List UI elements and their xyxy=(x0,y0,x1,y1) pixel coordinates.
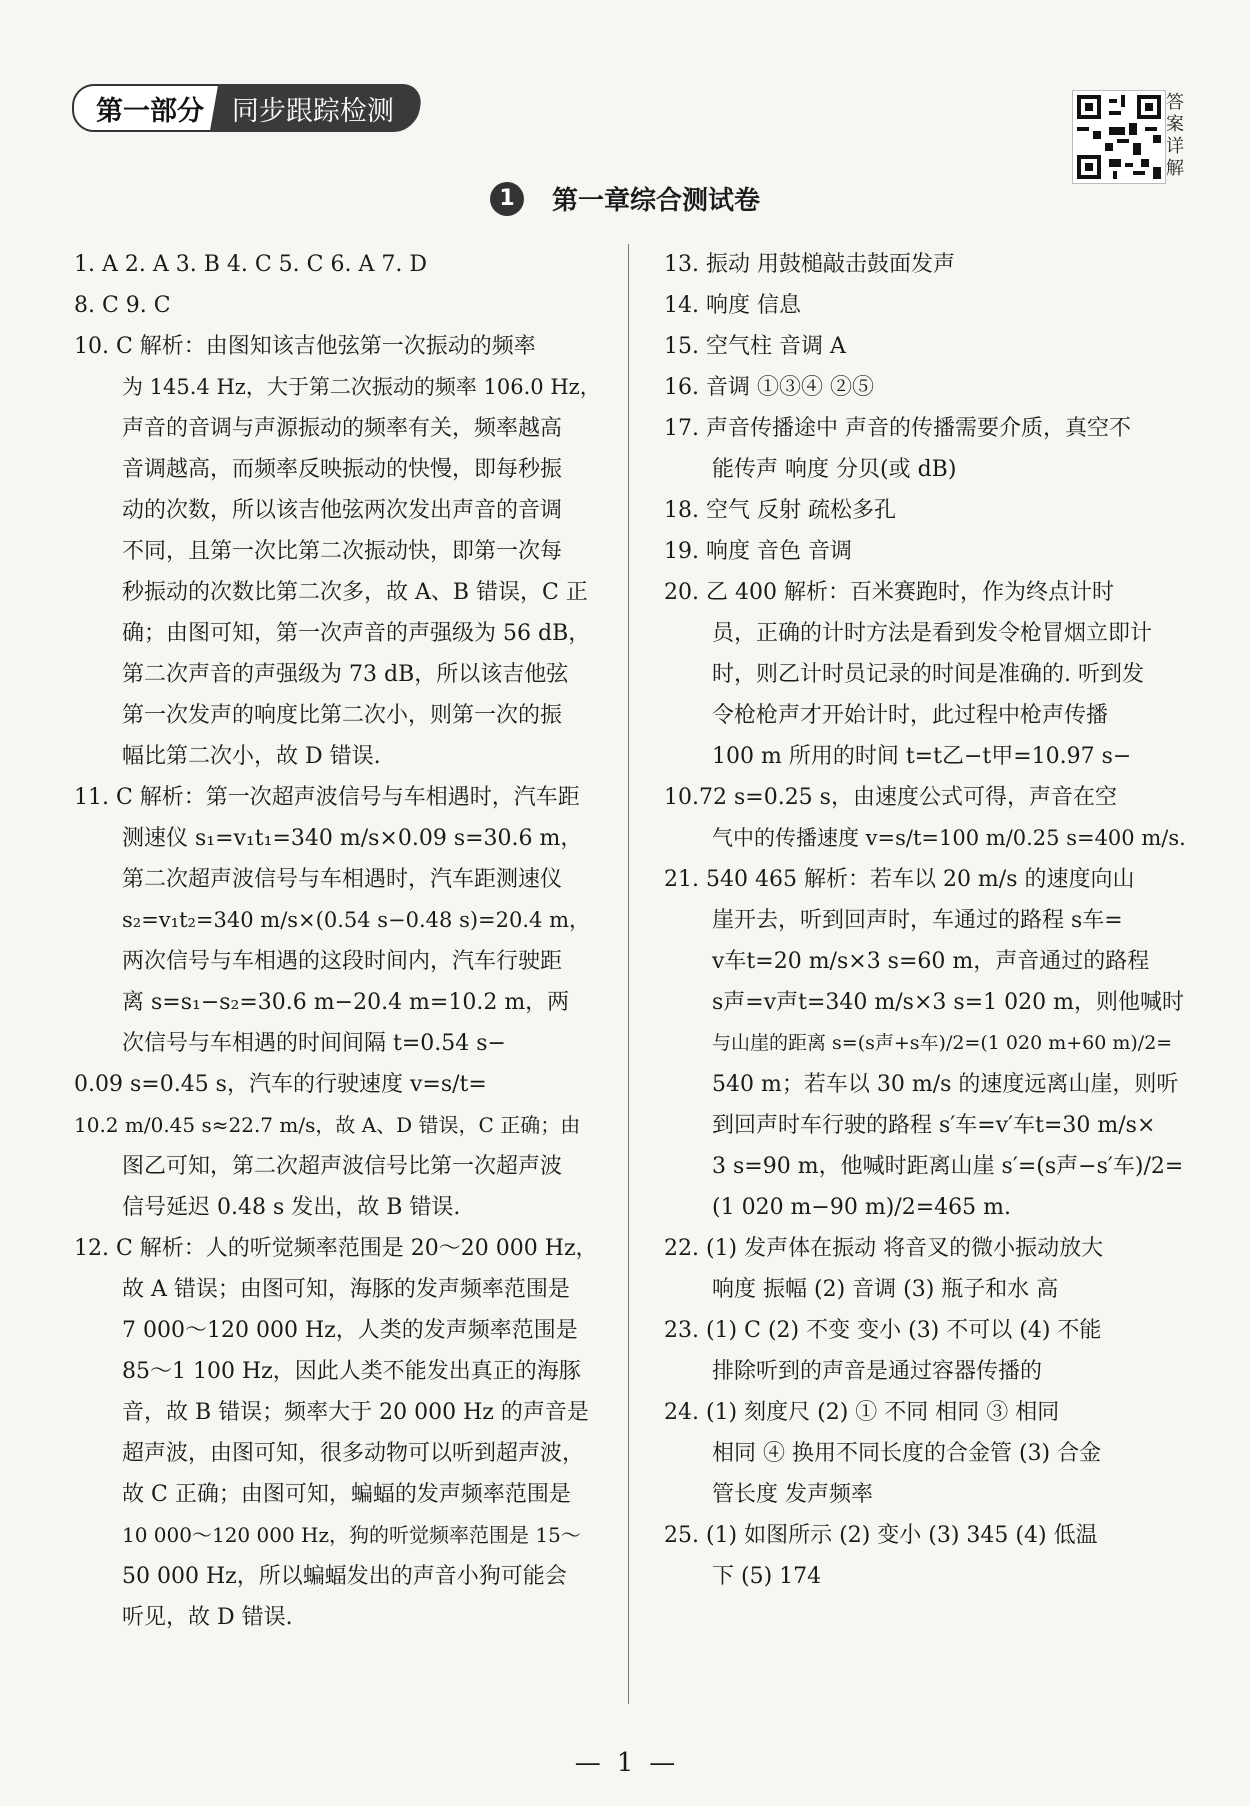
left-answer-column xyxy=(74,244,602,1638)
answer-line: 两次信号与车相遇的这段时间内，汽车行驶距 xyxy=(122,949,563,974)
answer-line: 故 A 错误；由图可知，海豚的发声频率范围是 xyxy=(122,1277,570,1302)
answer-line: 10.72 s=0.25 s，由速度公式可得，声音在空 xyxy=(664,785,1117,810)
section-banner xyxy=(72,84,420,132)
answer-line: 时，则乙计时员记录的时间是准确的. 听到发 xyxy=(712,662,1144,687)
part-label: 第一部分 xyxy=(72,84,220,132)
answer-line: 测速仪 s₁=v₁t₁=340 m/s×0.09 s=30.6 m， xyxy=(122,826,583,851)
answer-line: 故 C 正确；由图可知，蝙蝠的发声频率范围是 xyxy=(122,1482,571,1507)
answer-line: 13. 振动 用鼓槌敲击鼓面发声 xyxy=(664,252,955,277)
chapter-title-text: 第一章综合测试卷 xyxy=(551,186,760,216)
answer-line: 为 145.4 Hz，大于第二次振动的频率 106.0 Hz， xyxy=(122,375,601,399)
answer-line: 下 (5) 174 xyxy=(712,1564,822,1589)
answer-line: 20. 乙 400 解析：百米赛跑时，作为终点计时 xyxy=(664,580,1114,605)
right-answer-column xyxy=(664,244,1186,1597)
qr-label: 答案详解 xyxy=(1166,92,1184,179)
answer-line: 23. (1) C (2) 不变 变小 (3) 不可以 (4) 不能 xyxy=(664,1318,1102,1343)
answer-line: 与山崖的距离 s=(s声+s车)/2=(1 020 m+60 m)/2= xyxy=(712,1032,1173,1054)
answer-line: 第一次发声的响度比第二次小，则第一次的振 xyxy=(122,703,563,728)
chapter-title xyxy=(0,180,1250,217)
answer-line: 能传声 响度 分贝(或 dB) xyxy=(712,457,957,482)
chapter-number: 1 xyxy=(490,182,524,216)
answer-line: 12. C 解析：人的听觉频率范围是 20～20 000 Hz， xyxy=(74,1236,598,1261)
answer-line: 令枪枪声才开始计时，此过程中枪声传播 xyxy=(712,703,1109,728)
answer-line: 7 000～120 000 Hz，人类的发声频率范围是 xyxy=(122,1318,578,1343)
section-label: 同步跟踪检测 xyxy=(210,84,424,132)
answer-line: 25. (1) 如图所示 (2) 变小 (3) 345 (4) 低温 xyxy=(664,1523,1098,1548)
answer-line: 音调越高，而频率反映振动的快慢，即每秒振 xyxy=(122,457,563,482)
answer-line: 幅比第二次小，故 D 错误. xyxy=(122,744,381,769)
answer-line: 听见，故 D 错误. xyxy=(122,1605,293,1630)
answer-line: 第二次声音的声强级为 73 dB，所以该吉他弦 xyxy=(122,662,569,687)
answer-line: 0.09 s=0.45 s，汽车的行驶速度 v=s/t= xyxy=(74,1072,487,1097)
answer-line: 1. A 2. A 3. B 4. C 5. C 6. A 7. D xyxy=(74,252,427,277)
answer-line: 离 s=s₁−s₂=30.6 m−20.4 m=10.2 m，两 xyxy=(122,990,570,1015)
answer-line: 10. C 解析：由图知该吉他弦第一次振动的频率 xyxy=(74,334,536,359)
answer-line: 声音的音调与声源振动的频率有关，频率越高 xyxy=(122,416,563,441)
answer-line: 确；由图可知，第一次声音的声强级为 56 dB， xyxy=(122,621,591,646)
answer-line: 不同，且第一次比第二次振动快，即第一次每 xyxy=(122,539,563,564)
answer-line: 19. 响度 音色 音调 xyxy=(664,539,852,564)
answer-line: 17. 声音传播途中 声音的传播需要介质，真空不 xyxy=(664,416,1131,441)
page-number: — 1 — xyxy=(0,1748,1250,1778)
answer-line: 秒振动的次数比第二次多，故 A、B 错误，C 正 xyxy=(122,580,588,605)
answer-line: 10.2 m/0.45 s≈22.7 m/s，故 A、D 错误，C 正确；由 xyxy=(74,1113,581,1137)
column-divider xyxy=(628,244,629,1704)
answer-line: (1 020 m−90 m)/2=465 m. xyxy=(712,1195,1011,1220)
answer-line: 8. C 9. C xyxy=(74,293,171,318)
answer-line: 员，正确的计时方法是看到发令枪冒烟立即计 xyxy=(712,621,1153,646)
answer-line: s₂=v₁t₂=340 m/s×(0.54 s−0.48 s)=20.4 m， xyxy=(122,908,590,932)
answer-line: 排除听到的声音是通过容器传播的 xyxy=(712,1359,1043,1384)
answer-line: 16. 音调 ①③④ ②⑤ xyxy=(664,375,874,400)
answer-line: 超声波，由图可知，很多动物可以听到超声波， xyxy=(122,1441,585,1466)
answer-line: 18. 空气 反射 疏松多孔 xyxy=(664,498,896,523)
answer-line: v车t=20 m/s×3 s=60 m，声音通过的路程 xyxy=(712,949,1150,974)
answer-line: 次信号与车相遇的时间间隔 t=0.54 s− xyxy=(122,1031,506,1056)
answer-line: 21. 540 465 解析：若车以 20 m/s 的速度向山 xyxy=(664,867,1135,892)
answer-line: 第二次超声波信号与车相遇时，汽车距测速仪 xyxy=(122,867,563,892)
answer-line: 50 000 Hz，所以蝙蝠发出的声音小狗可能会 xyxy=(122,1564,567,1589)
qr-code-icon xyxy=(1072,90,1166,184)
answer-line: 信号延迟 0.48 s 发出，故 B 错误. xyxy=(122,1195,461,1220)
answer-line: 气中的传播速度 v=s/t=100 m/0.25 s=400 m/s. xyxy=(712,826,1186,850)
answer-line: 响度 振幅 (2) 音调 (3) 瓶子和水 高 xyxy=(712,1277,1059,1302)
answer-line: 音，故 B 错误；频率大于 20 000 Hz 的声音是 xyxy=(122,1400,589,1425)
answer-line: 100 m 所用的时间 t=t乙−t甲=10.97 s− xyxy=(712,744,1132,769)
answer-line: 15. 空气柱 音调 A xyxy=(664,334,846,359)
answer-line: 图乙可知，第二次超声波信号比第一次超声波 xyxy=(122,1154,563,1179)
answer-line: 管长度 发声频率 xyxy=(712,1482,873,1507)
answer-line: 相同 ④ 换用不同长度的合金管 (3) 合金 xyxy=(712,1441,1102,1466)
answer-line: 10 000～120 000 Hz，狗的听觉频率范围是 15～ xyxy=(122,1523,581,1547)
answer-line: 3 s=90 m，他喊时距离山崖 s′=(s声−s′车)/2= xyxy=(712,1154,1184,1179)
answer-line: 崖开去，听到回声时，车通过的路程 s车= xyxy=(712,908,1123,933)
answer-line: 22. (1) 发声体在振动 将音叉的微小振动放大 xyxy=(664,1236,1104,1261)
answer-line: 动的次数，所以该吉他弦两次发出声音的音调 xyxy=(122,498,563,523)
answer-line: 14. 响度 信息 xyxy=(664,293,801,318)
answer-line: 540 m；若车以 30 m/s 的速度远离山崖，则听 xyxy=(712,1072,1179,1097)
answer-line: 11. C 解析：第一次超声波信号与车相遇时，汽车距 xyxy=(74,785,580,810)
answer-line: 85～1 100 Hz，因此人类不能发出真正的海豚 xyxy=(122,1359,581,1384)
answer-line: 24. (1) 刻度尺 (2) ① 不同 相同 ③ 相同 xyxy=(664,1400,1060,1425)
answer-line: s声=v声t=340 m/s×3 s=1 020 m，则他喊时 xyxy=(712,990,1184,1015)
answer-line: 到回声时车行驶的路程 s′车=v′车t=30 m/s× xyxy=(712,1113,1156,1138)
